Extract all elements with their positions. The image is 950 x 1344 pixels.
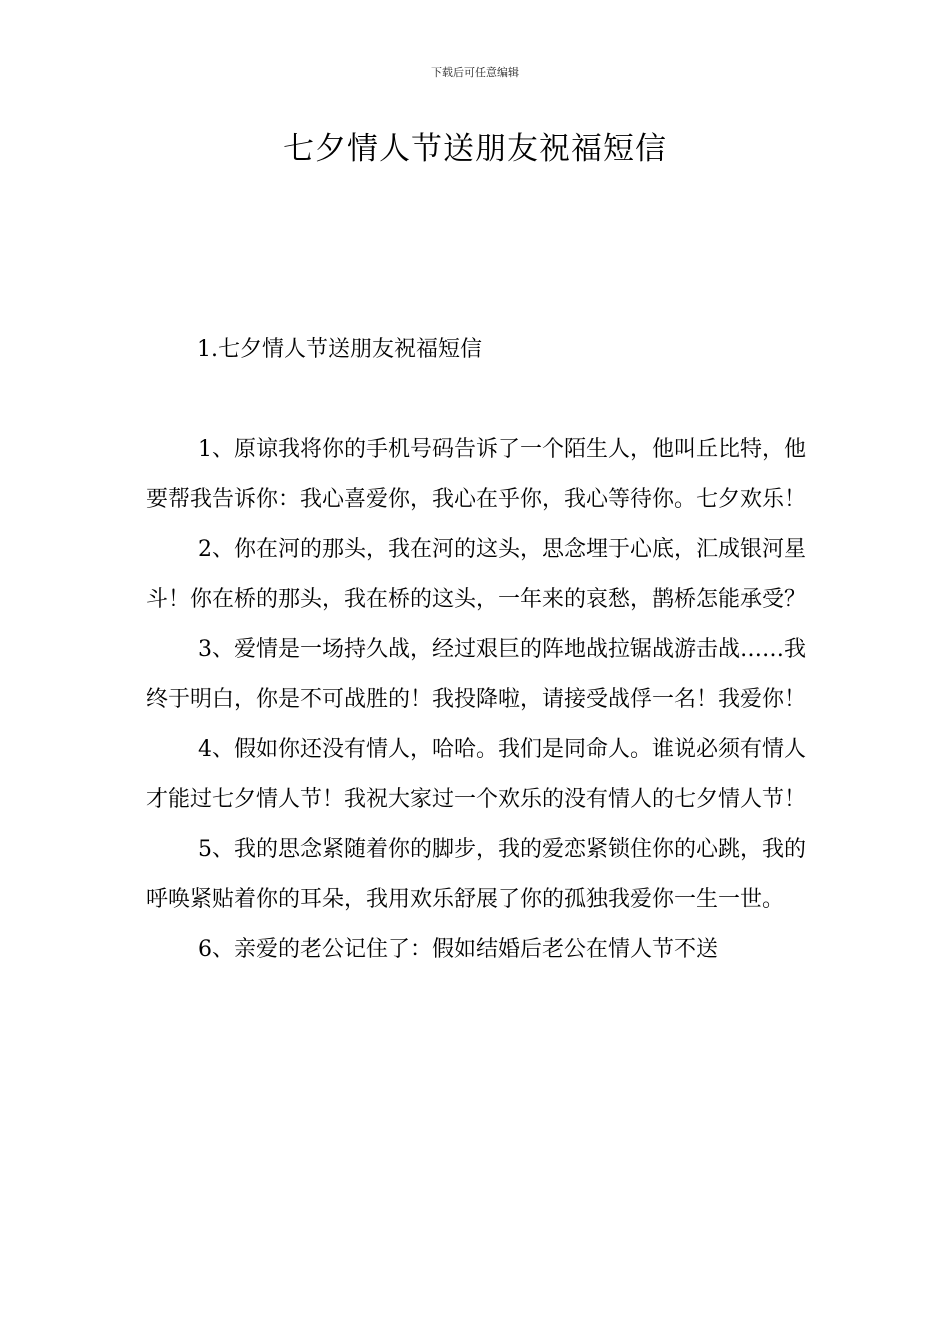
paragraph-2: 2、你在河的那头，我在河的这头，思念埋于心底，汇成银河星斗！你在桥的那头，我在桥的这头，一年来的哀愁，鹊桥怎能承受？ — [146, 537, 807, 612]
document-title: 七夕情人节送朋友祝福短信 — [283, 131, 667, 167]
document-body — [146, 425, 806, 975]
paragraph-1: 1、原谅我将你的手机号码告诉了一个陌生人，他叫丘比特，他要帮我告诉你：我心喜爱你，我心在乎你，我心等待你。七夕欢乐！ — [146, 437, 807, 512]
paragraph-4: 4、假如你还没有情人，哈哈。我们是同命人。谁说必须有情人才能过七夕情人节！我祝大家过一个欢乐的没有情人的七夕情人节！ — [146, 737, 807, 812]
section-heading: 1.七夕情人节送朋友祝福短信 — [197, 337, 482, 362]
paragraph-5: 5、我的思念紧随着你的脚步，我的爱恋紧锁住你的心跳，我的呼唤紧贴着你的耳朵，我用欢乐舒展了你的孤独我爱你一生一世。 — [146, 837, 806, 912]
header-note: 下载后可任意编辑 — [431, 66, 519, 79]
paragraph-3: 3、爱情是一场持久战，经过艰巨的阵地战拉锯战游击战……我终于明白，你是不可战胜的！我投降啦，请接受战俘一名！我爱你！ — [146, 637, 807, 712]
paragraph-6: 6、亲爱的老公记住了：假如结婚后老公在情人节不送 — [198, 937, 718, 962]
